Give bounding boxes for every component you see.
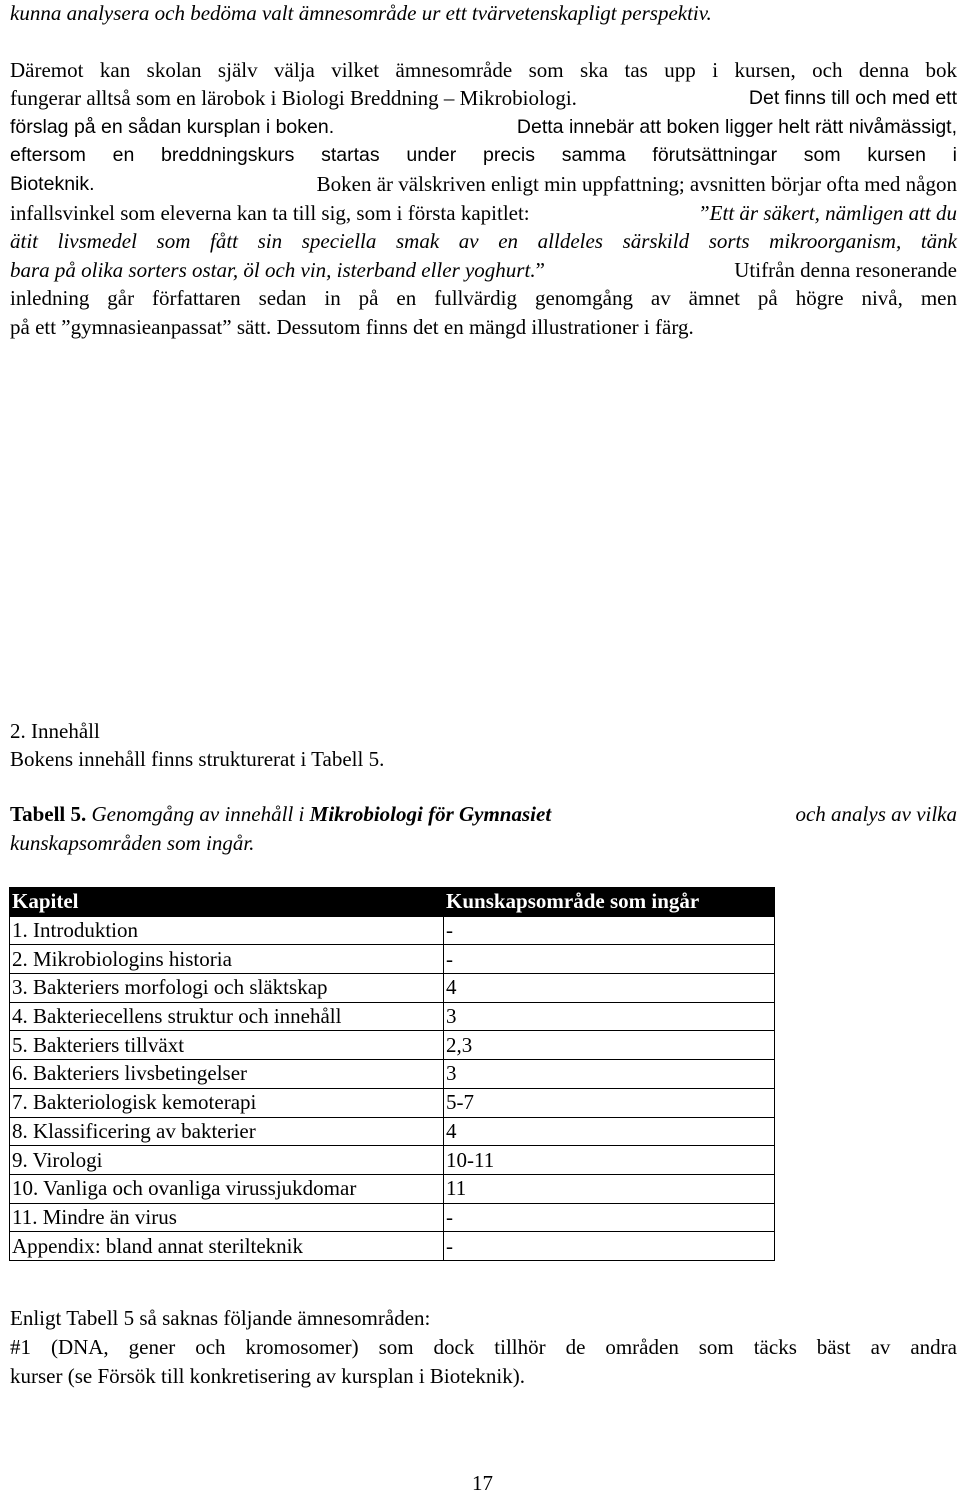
section-heading: 2. Innehåll	[10, 719, 100, 743]
text-line	[10, 200, 957, 226]
area-cell: 3	[444, 1002, 775, 1031]
text-line	[10, 171, 957, 197]
area-cell: -	[444, 945, 775, 974]
text-span: ”	[535, 258, 545, 282]
page-number: 17	[472, 1471, 493, 1495]
text-span: fungerar alltså som en lärobok i Biologi Breddning – Mikrobiologi.	[10, 86, 577, 110]
table-row	[10, 1203, 775, 1232]
chapter-cell: 11. Mindre än virus	[10, 1203, 444, 1232]
header-chapter: Kapitel	[10, 888, 444, 917]
area-cell: 5-7	[444, 1088, 775, 1117]
area-cell: 3	[444, 1060, 775, 1089]
chapter-cell: 3. Bakteriers morfologi och släktskap	[10, 974, 444, 1003]
chapter-cell: 4. Bakteriecellens struktur och innehåll	[10, 1002, 444, 1031]
area-cell: -	[444, 1203, 775, 1232]
text-line	[10, 257, 957, 283]
area-cell: 10-11	[444, 1146, 775, 1175]
table-header-row	[10, 888, 775, 917]
chapter-cell: 10. Vanliga och ovanliga virussjukdomar	[10, 1174, 444, 1203]
text-span: bara på olika sorters ostar, öl och vin, isterband eller yoghurt.	[10, 258, 536, 282]
caption-text: och analys av vilka	[795, 802, 957, 826]
caption-line: kunskapsområden som ingår.	[10, 831, 255, 855]
text-line: ätit livsmedel som fått sin speciella smak av en alldeles särskild sorts mikroorganism, tänk	[10, 229, 957, 253]
area-cell: -	[444, 916, 775, 945]
text-line: Däremot kan skolan själv välja vilket ämnesområde som ska tas upp i kursen, och denna bok	[10, 58, 957, 82]
chapter-cell: 5. Bakteriers tillväxt	[10, 1031, 444, 1060]
table-row	[10, 1146, 775, 1175]
area-cell: 4	[444, 1117, 775, 1146]
text-line	[10, 114, 957, 140]
text-span: Boken är välskriven enligt min uppfattning; avsnitten börjar ofta med någon	[316, 172, 957, 196]
table-row	[10, 1088, 775, 1117]
chapter-cell: 7. Bakteriologisk kemoterapi	[10, 1088, 444, 1117]
section-intro: Bokens innehåll finns strukturerat i Tabell 5.	[10, 747, 385, 771]
text-span: Det finns till och med ett	[748, 87, 957, 109]
text-line: kunna analysera och bedöma valt ämnesområde ur ett tvärvetenskapligt perspektiv.	[10, 1, 712, 25]
text-span: Detta innebär att boken ligger helt rätt nivåmässigt,	[516, 116, 957, 138]
table-row	[10, 1232, 775, 1261]
caption-text: Genomgång av innehåll i	[86, 802, 310, 826]
content-table	[9, 887, 775, 1261]
text-line: inledning går författaren sedan in på en fullvärdig genomgång av ämnet på högre nivå, men	[10, 286, 957, 310]
text-span: Utifrån denna resonerande	[734, 258, 957, 282]
missing-areas-intro: Enligt Tabell 5 så saknas följande ämnesområden:	[10, 1306, 431, 1330]
chapter-cell: 6. Bakteriers livsbetingelser	[10, 1060, 444, 1089]
text-span: ”Ett är säkert, nämligen att du	[698, 201, 957, 225]
text-span: förslag på en sådan kursplan i boken.	[10, 116, 335, 138]
caption-line	[10, 801, 957, 827]
chapter-cell: 1. Introduktion	[10, 916, 444, 945]
table-row	[10, 1060, 775, 1089]
chapter-cell: 2. Mikrobiologins historia	[10, 945, 444, 974]
text-line: eftersom en breddningskurs startas under precis samma förutsättningar som kursen i	[10, 144, 957, 166]
area-cell: 4	[444, 974, 775, 1003]
caption-label: Tabell 5.	[10, 802, 87, 826]
caption-book-title: Mikrobiologi för Gymnasiet	[309, 802, 552, 826]
table-row	[10, 974, 775, 1003]
area-cell: -	[444, 1232, 775, 1261]
chapter-cell: Appendix: bland annat sterilteknik	[10, 1232, 444, 1261]
text-line	[10, 85, 957, 111]
text-line: på ett ”gymnasieanpassat” sätt. Dessutom finns det en mängd illustrationer i färg.	[10, 315, 694, 339]
missing-areas-text: kurser (se Försök till konkretisering av kursplan i Bioteknik).	[10, 1364, 526, 1388]
table-row	[10, 1031, 775, 1060]
text-span: Bioteknik.	[10, 173, 95, 195]
chapter-cell: 8. Klassificering av bakterier	[10, 1117, 444, 1146]
chapter-cell: 9. Virologi	[10, 1146, 444, 1175]
table-row	[10, 1117, 775, 1146]
table-row	[10, 1002, 775, 1031]
table-row	[10, 916, 775, 945]
area-cell: 11	[444, 1174, 775, 1203]
missing-areas-text: #1 (DNA, gener och kromosomer) som dock tillhör de områden som täcks bäst av andra	[10, 1335, 957, 1359]
table-row	[10, 945, 775, 974]
table-row	[10, 1174, 775, 1203]
text-span: infallsvinkel som eleverna kan ta till sig, som i första kapitlet:	[10, 201, 530, 225]
header-knowledge-area: Kunskapsområde som ingår	[444, 888, 775, 917]
area-cell: 2,3	[444, 1031, 775, 1060]
